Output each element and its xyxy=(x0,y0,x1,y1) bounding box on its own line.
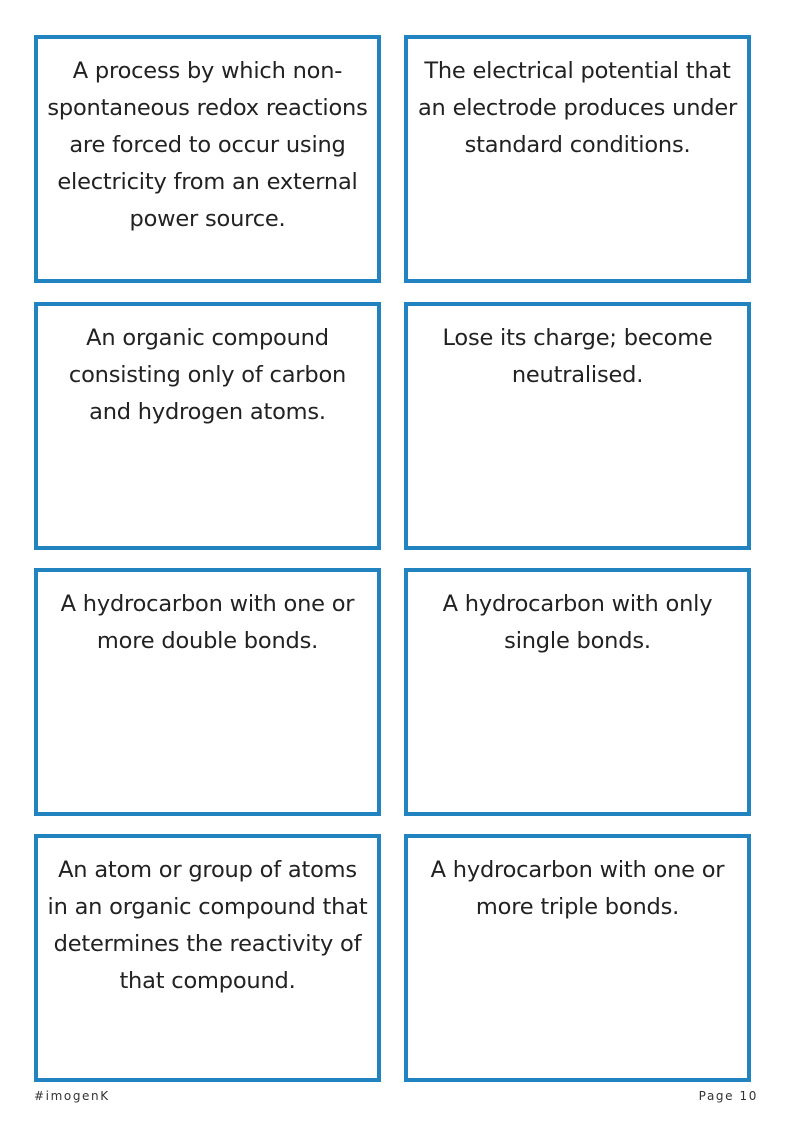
card-text: Lose its charge; become neutralised. xyxy=(442,325,713,388)
definition-card-4 xyxy=(404,302,751,550)
card-text: A hydrocarbon with only single bonds. xyxy=(442,591,713,654)
definition-card-6 xyxy=(404,568,751,816)
card-text: A hydrocarbon with one or more double bonds. xyxy=(60,591,355,654)
card-text: A process by which non-spontaneous redox reactions are forced to occur using electricity from an external power source. xyxy=(47,58,368,232)
card-text: A hydrocarbon with one or more triple bonds. xyxy=(430,857,725,920)
definition-card-7 xyxy=(34,834,381,1082)
definition-card-2 xyxy=(404,35,751,283)
definition-card-8 xyxy=(404,834,751,1082)
card-text: An atom or group of atoms in an organic compound that determines the reactivity of that compound. xyxy=(47,857,368,994)
author-tag: #imogenK xyxy=(34,1089,110,1103)
definition-card-5 xyxy=(34,568,381,816)
card-text: The electrical potential that an electrode produces under standard conditions. xyxy=(417,58,738,158)
card-text: An organic compound consisting only of carbon and hydrogen atoms. xyxy=(68,325,347,425)
definition-card-1 xyxy=(34,35,381,283)
page-number: Page 10 xyxy=(698,1089,758,1103)
definition-card-3 xyxy=(34,302,381,550)
